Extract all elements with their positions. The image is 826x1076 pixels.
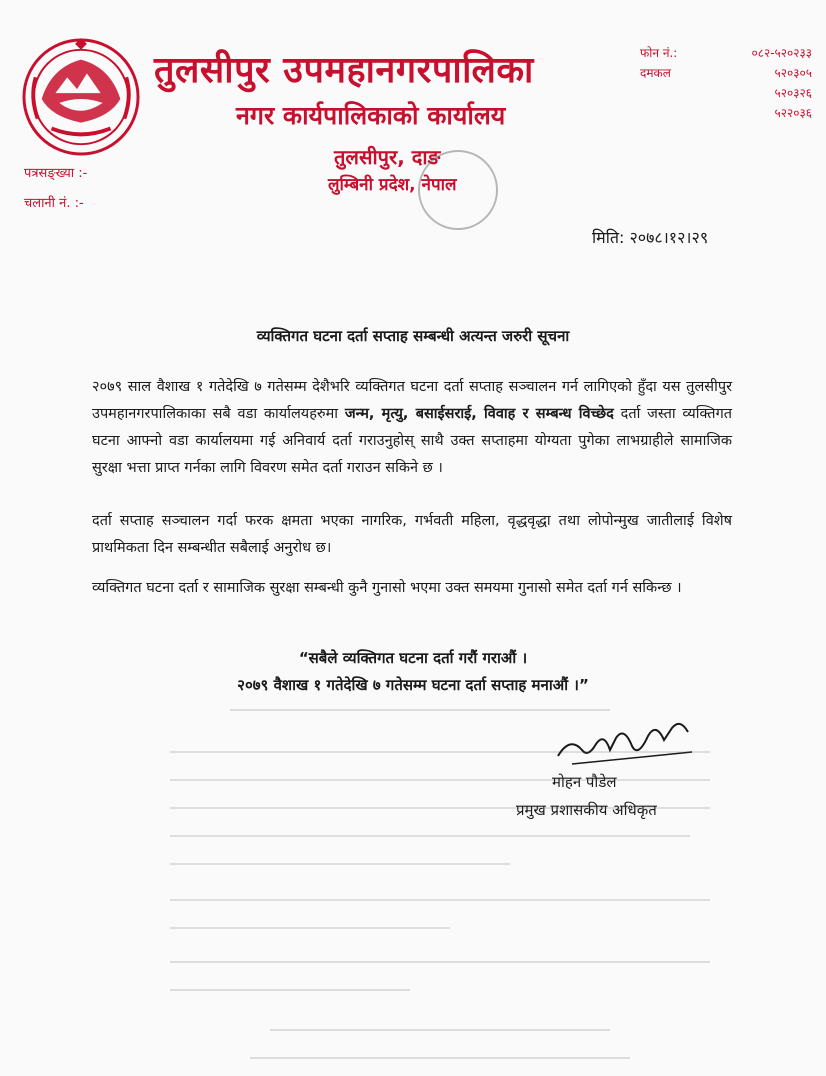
municipality-emblem-icon [22, 38, 140, 156]
contact-label: फोन नं.: [640, 45, 678, 60]
contact-value: ०८२-५२०२३३ [751, 45, 812, 60]
dispatch-number-label: चलानी नं. :- [24, 196, 84, 211]
contact-block [640, 42, 812, 122]
contact-row-extra-2 [640, 102, 812, 122]
letter-date: मिति: २०७८।१२।२९ [592, 228, 709, 247]
notice-title: व्यक्तिगत घटना दर्ता सप्ताह सम्बन्धी अत्यन्त जरुरी सूचना [256, 327, 570, 345]
office-title: तुलसीपुर उपमहानगरपालिका [154, 50, 534, 91]
office-province: लुम्बिनी प्रदेश, नेपाल [328, 175, 457, 195]
notice-paragraph-1 [92, 374, 732, 482]
paragraph-text: २०७९ साल वैशाख १ गतेदेखि ७ गतेसम्म देशैभरि व्यक्तिगत घटना दर्ता सप्ताह सञ्चालन गर्न लागिएको हुँदा यस तुलसीपुर उपमहानगरपालिकाका सबै वडा कार्यालयहरुमा [92, 379, 732, 422]
paragraph-text: दर्ता जस्ता व्यक्तिगत घटना आफ्नो वडा कार्यालयमा गई अनिवार्य दर्ता गराउनुहोस् साथै उक्त सप्ताहमा योग्यता पुगेका लाभग्राहीले सामाजिक सुरक्षा भत्ता प्राप्त गर्नका लागि विवरण समेत दर्ता गराउन सकिने छ । [92, 406, 732, 476]
contact-value: ५२०३२६ [774, 85, 812, 100]
contact-label: दमकल [640, 65, 671, 80]
bleed-through-lines [150, 700, 730, 1070]
notice-paragraph-3: व्यक्तिगत घटना दर्ता र सामाजिक सुरक्षा सम्बन्धी कुनै गुनासो भएमा उक्त समयमा गुनासो समेत दर्ता गर्न सकिन्छ । [92, 580, 682, 596]
slogan [0, 645, 826, 699]
office-stamp [418, 150, 498, 230]
office-subtitle: नगर कार्यपालिकाको कार्यालय [236, 101, 506, 130]
slogan-line-2: २०७९ वैशाख १ गतेदेखि ७ गतेसम्म घटना दर्ता सप्ताह मनाऔं ।” [237, 676, 589, 694]
office-city: तुलसीपुर, दाङ [334, 145, 441, 169]
paragraph-bold-text: जन्म, मृत्यु, बसाईसराई, विवाह र सम्बन्ध विच्छेद [344, 406, 614, 422]
contact-value: ५२०३०५ [774, 65, 812, 80]
contact-row-phone [640, 42, 812, 62]
signer-title: प्रमुख प्रशासकीय अधिकृत [516, 801, 657, 819]
notice-paragraph-2: दर्ता सप्ताह सञ्चालन गर्दा फरक क्षमता भएका नागरिक, गर्भवती महिला, वृद्धवृद्धा तथा लोपोन्मुख जातीलाई विशेष प्राथमिकता दिन सम्बन्धीत सबैलाई अनुरोध छ। [92, 513, 732, 556]
contact-row-fire [640, 62, 812, 82]
contact-row-extra-1 [640, 82, 812, 102]
letter-number-label: पत्रसङ्ख्या :- [24, 166, 88, 181]
contact-value: ५२२०३६ [774, 105, 812, 120]
signer-name: मोहन पौडेल [552, 773, 617, 791]
slogan-line-1: “सबैले व्यक्तिगत घटना दर्ता गरौं गराऔं । [298, 649, 528, 667]
